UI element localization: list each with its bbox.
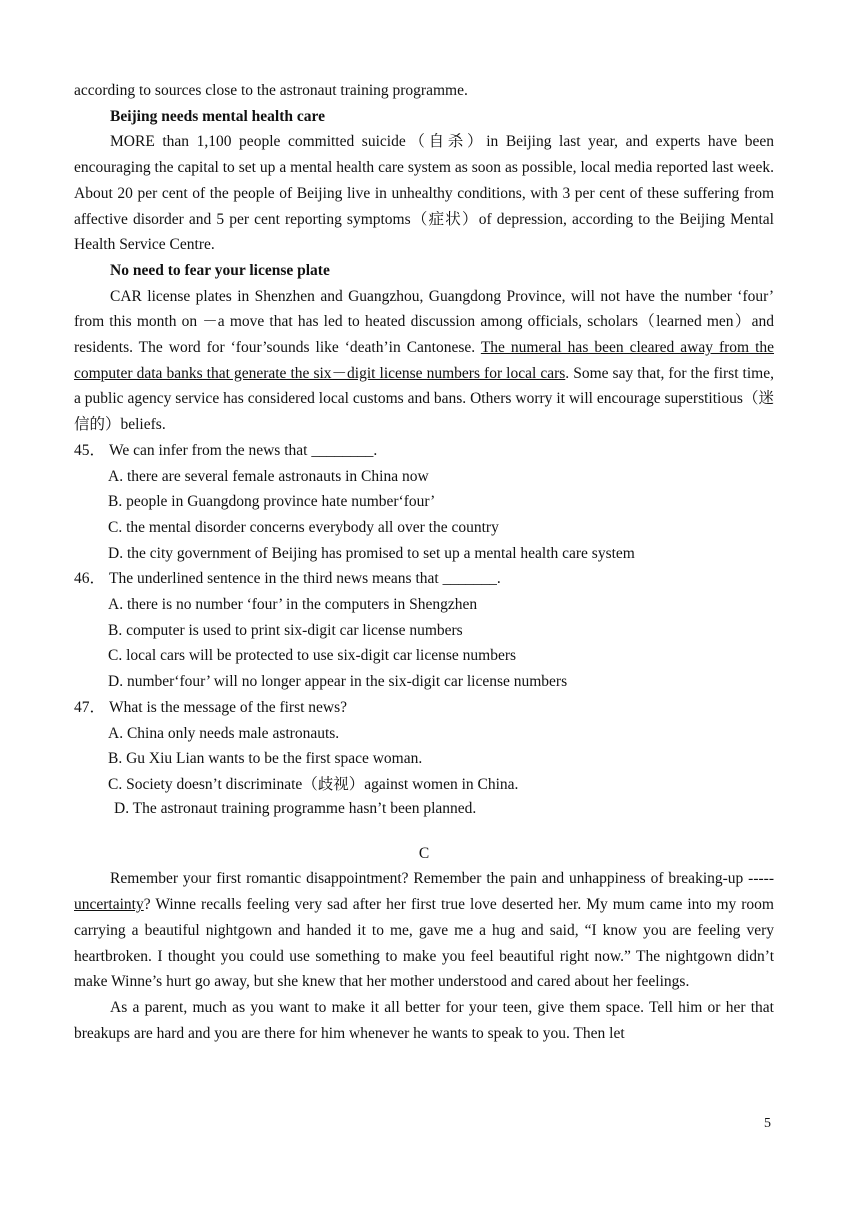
underlined-sentence: The numeral has been cleared away from the computer data banks that generate the six－digit license numbers for local cars [74,339,775,382]
option-c: C. the mental disorder concerns everybody all over the country [108,518,499,536]
section-c-paragraph-1 [74,866,774,995]
option-c: C. Society doesn’t discriminate（歧视）against women in China. [108,775,519,793]
option-c: C. local cars will be protected to use six-digit car license numbers [108,647,517,665]
option-b: B. Gu Xiu Lian wants to be the first space woman. [108,750,423,768]
option-d: D. The astronaut training programme hasn’t been planned. [114,799,477,817]
question-number: 46． [74,570,106,588]
question-stem: The underlined sentence in the third news means that _______. [109,570,501,588]
intro-line: according to sources close to the astronaut training programme. [74,82,468,99]
news2-heading: Beijing needs mental health care [110,107,325,125]
section-c-label: C [418,844,430,862]
section-c-paragraph-2: As a parent, much as you want to make it all better for your teen, give them space. Tell him or her that breakups are hard and you are there for him whenever he wants to speak to you. Then let [74,998,774,1042]
news3-body [74,284,774,438]
option-b: B. computer is used to print six-digit car license numbers [108,621,463,639]
underlined-word: uncertainty [74,896,144,914]
option-d: D. number‘four’ will no longer appear in the six-digit car license numbers [108,673,568,691]
option-a: A. there are several female astronauts in China now [108,467,429,485]
question-stem: We can infer from the news that ________. [109,441,378,459]
news3-body-end: . Some say that, for the first time, a public agency service has considered local customs and bans. Others worry it will encourage superstitious（迷信的）beliefs. [74,364,774,434]
question-number: 45． [74,441,106,459]
question-number: 47． [74,698,106,716]
document-page [74,78,774,1046]
news2-body: MORE than 1,100 people committed suicide（自杀）in Beijing last year, and experts have been encouraging the capital to set up a mental health care system as soon as possible, local media reported last week. About 20 per cent of the people of Beijing live in unhealthy conditions, with 3 per cent of these suffering from affective disorder and 5 per cent reporting symptoms（症状）of depression, according to the Beijing Mental Health Service Centre. [74,133,774,254]
question-46 [74,566,774,695]
question-45 [74,438,774,567]
section-c-p1-start: Remember your first romantic disappointment? Remember the pain and unhappiness of breaking-up ----- [110,870,774,888]
section-c-p1-end: ? Winne recalls feeling very sad after her first true love deserted her. My mum came into my room carrying a beautiful nightgown and handed it to me, gave me a hug and said, “I know you are feeling very heartbroken. I thought you could use something to make you feel beautiful right now.” The nightgown didn’t make Winne’s hurt go away, but she knew that her mother understood and cared about her feelings. [74,896,774,991]
page-number: 5 [764,1116,771,1131]
news3-heading: No need to fear your license plate [110,261,330,279]
option-b: B. people in Guangdong province hate number‘four’ [108,493,436,511]
news3-body-start: CAR license plates in Shenzhen and Guangzhou, Guangdong Province, will not have the number ‘four’ from this month on －a move that has led to heated discussion among officials, scholars（learned men）and residents. The word for ‘four’sounds like ‘death’in Cantonese. [74,287,774,357]
option-d: D. the city government of Beijing has promised to set up a mental health care system [108,544,635,562]
option-a: A. there is no number ‘four’ in the computers in Shengzhen [108,596,478,614]
question-stem: What is the message of the first news? [109,698,348,716]
option-a: A. China only needs male astronauts. [108,724,340,742]
question-47 [74,695,774,819]
